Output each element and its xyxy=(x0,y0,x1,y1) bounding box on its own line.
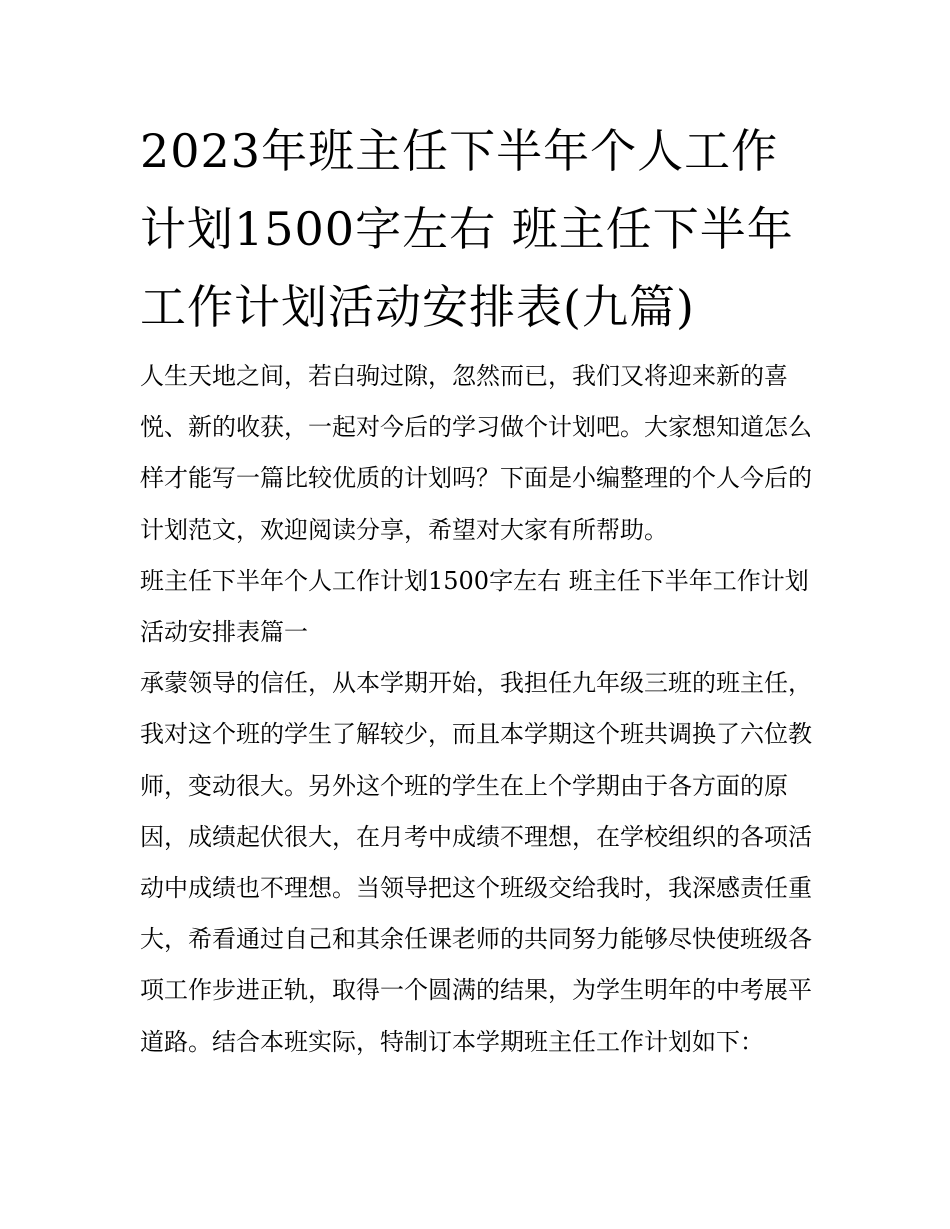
section-heading: 班主任下半年个人工作计划1500字左右 班主任下半年工作计划活动安排表篇一 xyxy=(140,566,809,647)
document-body xyxy=(140,351,812,1068)
intro-paragraph: 人生天地之间，若白驹过隙，忽然而已，我们又将迎来新的喜悦、新的收获，一起对今后的学习做个计划吧。大家想知道怎么样才能写一篇比较优质的计划吗？下面是小编整理的个人今后的计划范文，欢迎阅读分享，希望对大家有所帮助。 xyxy=(140,362,812,544)
body-paragraph: 承蒙领导的信任，从本学期开始，我担任九年级三班的班主任，我对这个班的学生了解较少，而且本学期这个班共调换了六位教师，变动很大。另外这个班的学生在上个学期由于各方面的原因，成绩起伏很大，在月考中成绩不理想，在学校组织的各项活动中成绩也不理想。当领导把这个班级交给我时，我深感责任重大，希看通过自己和其余任课老师的共同努力能够尽快使班级各项工作步进正轨，取得一个圆满的结果，为学生明年的中考展平道路。结合本班实际，特制订本学期班主任工作计划如下： xyxy=(140,669,812,1056)
document-title: 2023年班主任下半年个人工作计划1500字左右 班主任下半年工作计划活动安排表(九篇) xyxy=(140,124,794,334)
